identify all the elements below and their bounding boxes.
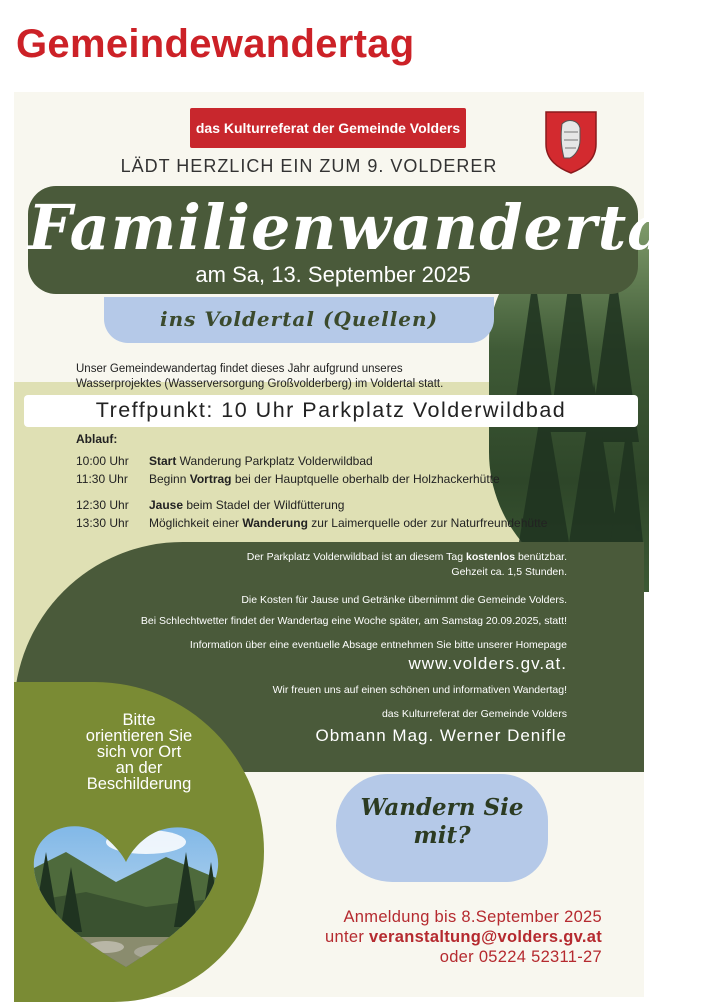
registration-deadline: Anmeldung bis 8.September 2025 <box>343 908 602 926</box>
intro-line: Unser Gemeindewandertag findet dieses Jahr aufgrund unseres <box>76 363 403 375</box>
registration-email[interactable]: veranstaltung@volders.gv.at <box>369 928 602 946</box>
slogan-line: Wandern Sie <box>360 794 524 821</box>
signature: Obmann Mag. Werner Denifle <box>315 726 567 745</box>
orientation-line: Bitte <box>122 711 156 729</box>
organizer-banner: das Kulturreferat der Gemeinde Volders <box>190 108 466 148</box>
location-subtitle: ins Voldertal (Quellen) <box>159 307 439 331</box>
intro-text <box>76 362 516 392</box>
schedule-row <box>76 516 636 530</box>
costs-note: Die Kosten für Jause und Getränke übernimmt die Gemeinde Volders. <box>241 594 567 606</box>
wishes-note: Wir freuen uns auf einen schönen und informativen Wandertag! <box>272 684 567 696</box>
schedule-description: Beginn Vortrag bei der Hauptquelle oberhalb der Holzhackerhütte <box>149 472 500 486</box>
schedule-row <box>76 472 636 486</box>
schedule-description: Jause beim Stadel der Wildfütterung <box>149 498 345 512</box>
schedule-description: Start Wanderung Parkplatz Volderwildbad <box>149 454 373 468</box>
volders-crest-icon <box>544 110 598 174</box>
orientation-note <box>54 712 224 792</box>
slogan <box>336 794 548 850</box>
orientation-line: orientieren Sie <box>85 727 193 745</box>
website-link[interactable]: www.volders.gv.at. <box>408 654 567 673</box>
orientation-line: sich vor Ort <box>96 743 182 761</box>
schedule-heading: Ablauf: <box>76 432 118 446</box>
schedule-row <box>76 454 636 468</box>
registration-phone: oder 05224 52311-27 <box>439 948 602 966</box>
sender-note: das Kulturreferat der Gemeinde Volders <box>381 708 567 720</box>
schedule-row <box>76 498 636 512</box>
event-date: am Sa, 13. September 2025 <box>195 262 471 287</box>
meeting-point: Treffpunkt: 10 Uhr Parkplatz Volderwildbad <box>95 398 567 422</box>
parking-note: Der Parkplatz Volderwildbad ist an diesem Tag kostenlos benützbar. <box>246 551 567 563</box>
landscape-photo-heart <box>26 812 226 972</box>
page-heading: Gemeindewandertag <box>16 22 415 66</box>
intro-line: Wasserprojektes (Wasserversorgung Großvolderberg) im Voldertal statt. <box>76 378 444 390</box>
walk-time-note: Gehzeit ca. 1,5 Stunden. <box>451 566 567 578</box>
invitation-line: LÄDT HERZLICH EIN ZUM 9. VOLDERER <box>120 156 498 176</box>
registration-email-line: unter veranstaltung@volders.gv.at <box>325 928 602 946</box>
orientation-line: an der <box>115 759 163 777</box>
schedule-time: 12:30 Uhr <box>76 498 129 512</box>
schedule-time: 11:30 Uhr <box>76 472 128 486</box>
schedule-time: 13:30 Uhr <box>76 516 129 530</box>
event-poster <box>14 92 713 997</box>
bad-weather-note: Bei Schlechtwetter findet der Wandertag eine Woche später, am Samstag 20.09.2025, statt! <box>140 615 567 627</box>
schedule-time: 10:00 Uhr <box>76 454 129 468</box>
cancel-info-note: Information über eine eventuelle Absage entnehmen Sie bitte unserer Homepage <box>189 639 567 651</box>
schedule-description: Möglichkeit einer Wanderung zur Laimerquelle oder zur Naturfreundehütte <box>149 516 548 530</box>
main-title: Familienwandertag <box>28 191 713 264</box>
slogan-line: mit? <box>413 822 471 849</box>
orientation-line: Beschilderung <box>86 775 192 793</box>
